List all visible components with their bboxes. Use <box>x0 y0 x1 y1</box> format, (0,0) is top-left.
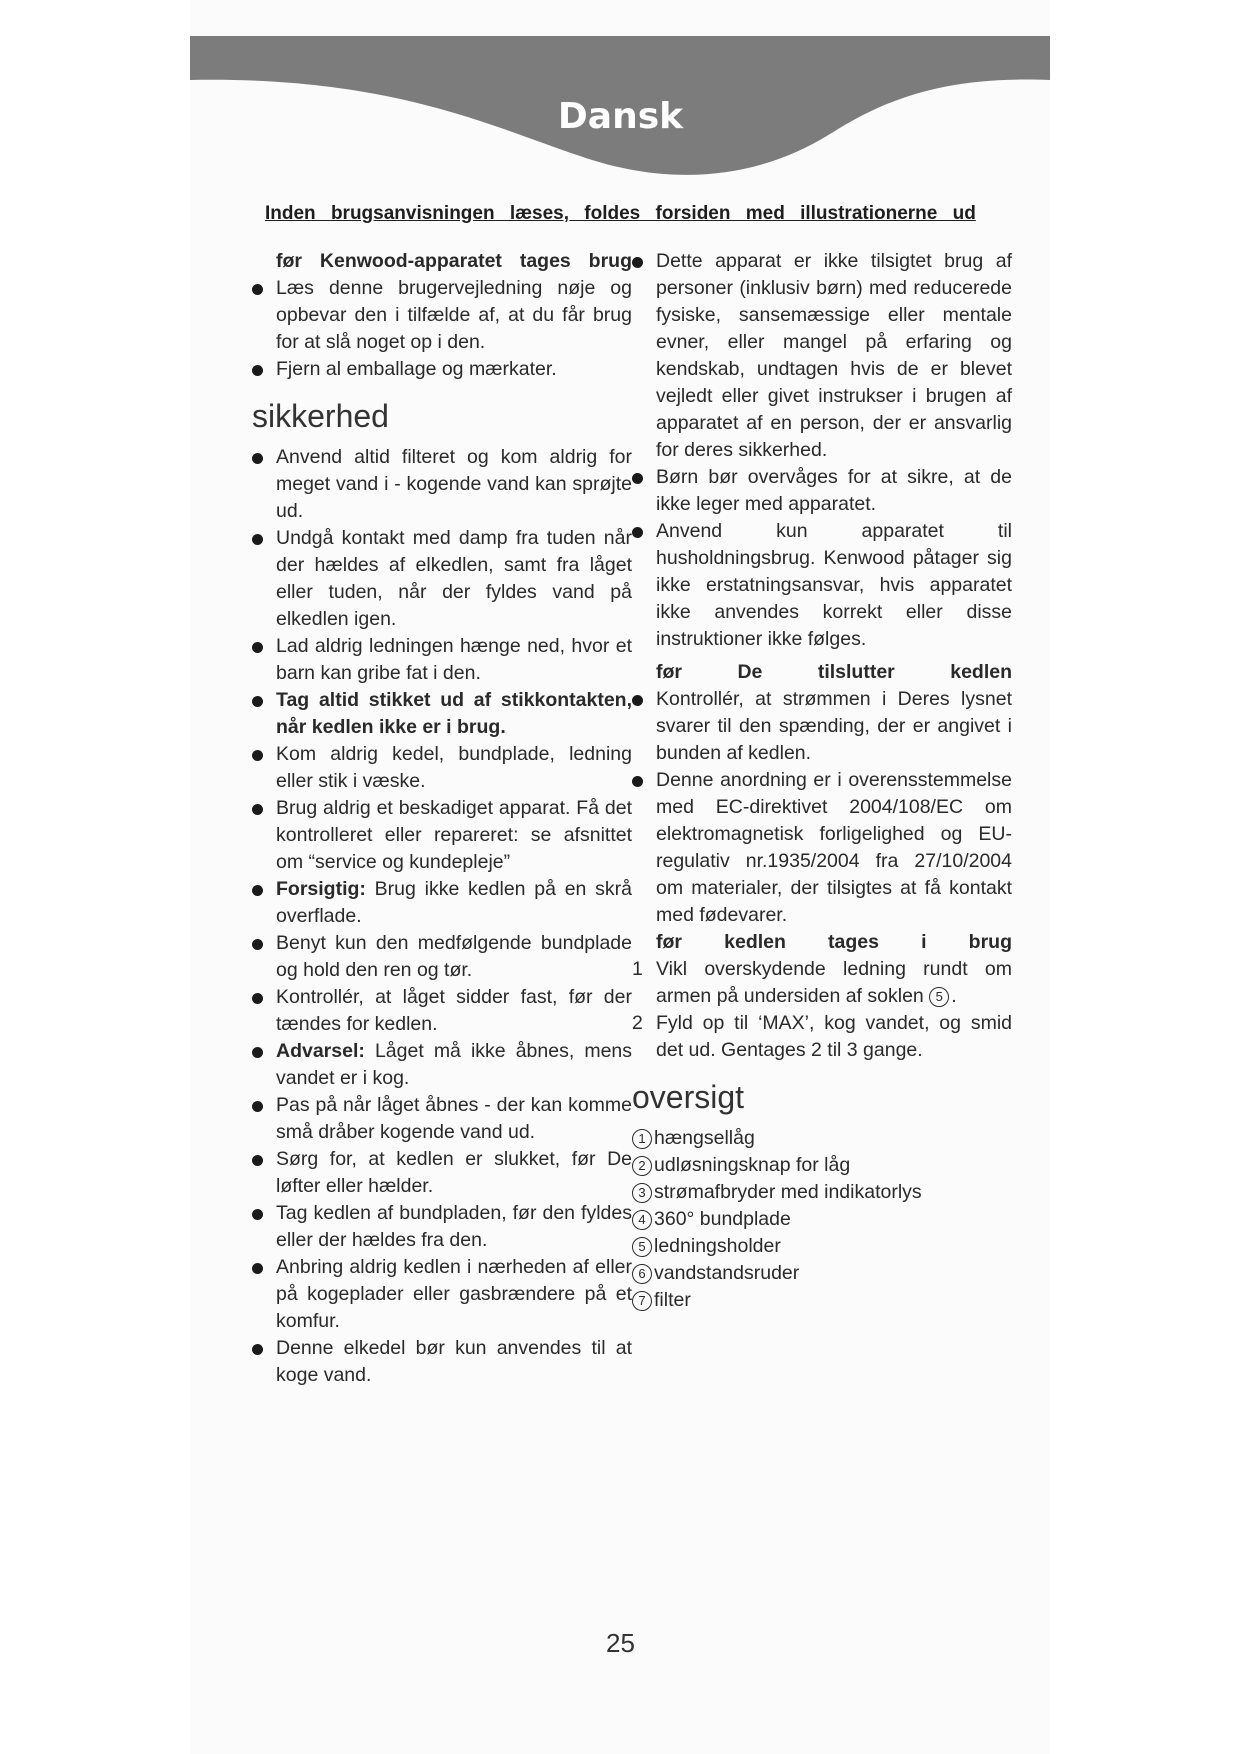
list-item: Kontrollér, at låget sidder fast, før der tændes for kedlen. <box>252 984 632 1038</box>
bullet-icon <box>252 939 263 950</box>
connect-list <box>632 686 1012 929</box>
list-item: Børn bør overvåges for at sikre, at de ikke leger med apparatet. <box>632 464 1012 518</box>
list-item: Brug aldrig et beskadiget apparat. Få det kontrolleret eller repareret: se afsnittet om “service og kundepleje” <box>252 795 632 876</box>
page-number: 25 <box>606 1628 635 1658</box>
bullet-icon <box>252 534 263 545</box>
before-use-heading: før Kenwood-apparatet tages brug <box>276 250 632 272</box>
list-item: Tag kedlen af bundpladen, før den fyldes eller der hældes fra den. <box>252 1200 632 1254</box>
part-item: 4 360° bundplade <box>632 1206 1012 1233</box>
left-column <box>252 248 632 1389</box>
caution-label: Forsigtig: <box>276 878 366 900</box>
list-item: Forsigtig: Brug ikke kedlen på en skrå overflade. <box>252 876 632 930</box>
bullet-icon <box>632 527 643 538</box>
overview-heading: oversigt <box>632 1079 745 1115</box>
list-item: Pas på når låget åbnes - der kan komme små dråber kogende vand ud. <box>252 1092 632 1146</box>
bullet-icon <box>252 993 263 1004</box>
bullet-icon <box>252 1263 263 1274</box>
first-use-heading: før kedlen tages i brug <box>656 931 1012 953</box>
part-item: 5 ledningsholder <box>632 1233 1012 1260</box>
part-item: 3 strømafbryder med indikatorlys <box>632 1179 1012 1206</box>
part-number: 7 <box>632 1291 652 1311</box>
bullet-icon <box>252 885 263 896</box>
part-item: 2 udløsningsknap for låg <box>632 1152 1012 1179</box>
bullet-icon <box>252 1344 263 1355</box>
list-item: Læs denne brugervejledning nøje og opbevar den i tilfælde af, at du får brug for at slå noget op i den. <box>252 275 632 356</box>
step-item: 1 Vikl overskydende ledning rundt om armen på undersiden af soklen 5 . <box>632 958 1012 1007</box>
list-item: Kontrollér, at strømmen i Deres lysnet svarer til den spænding, der er angivet i bunden af kedlen. <box>632 686 1012 767</box>
bullet-icon <box>632 695 643 706</box>
part-number: 1 <box>632 1129 652 1149</box>
warning-label: Advarsel: <box>276 1040 365 1062</box>
list-item: Lad aldrig ledningen hænge ned, hvor et barn kan gribe fat i den. <box>252 633 632 687</box>
bullet-icon <box>252 696 263 707</box>
bullet-icon <box>632 473 643 484</box>
list-item: Fjern al emballage og mærkater. <box>252 356 632 383</box>
bullet-icon <box>252 1101 263 1112</box>
bullet-icon <box>252 1047 263 1058</box>
bullet-icon <box>252 453 263 464</box>
list-item: Advarsel: Låget må ikke åbnes, mens vandet er i kog. <box>252 1038 632 1092</box>
part-number: 6 <box>632 1264 652 1284</box>
list-item: Anbring aldrig kedlen i nærheden af eller på kogeplader eller gasbrændere på et komfur. <box>252 1254 632 1335</box>
bullet-icon <box>252 750 263 761</box>
part-number: 4 <box>632 1210 652 1230</box>
list-item: Dette apparat er ikke tilsigtet brug af personer (inklusiv børn) med reducerede fysiske, sansemæssige eller mentale evner, eller mangel på erfaring og kendskab, undtagen hvis de er blevet vejledt eller givet instrukser i brugen af apparatet af en person, der er ansvarlig for deres sikkerhed. <box>632 248 1012 464</box>
safety-heading: sikkerhed <box>252 398 389 434</box>
list-item: Undgå kontakt med damp fra tuden når der hældes af elkedlen, samt fra låget eller tuden, når der fyldes vand på elkedlen igen. <box>252 525 632 633</box>
list-item: Sørg for, at kedlen er slukket, før De løfter eller hælder. <box>252 1146 632 1200</box>
bullet-icon <box>252 284 263 295</box>
bullet-icon <box>632 776 643 787</box>
part-item: 6 vandstandsruder <box>632 1260 1012 1287</box>
right-column <box>632 248 1012 1314</box>
part-number: 3 <box>632 1183 652 1203</box>
list-item: Anvend altid filteret og kom aldrig for meget vand i - kogende vand kan sprøjte ud. <box>252 444 632 525</box>
part-item: 1 hængsellåg <box>632 1125 1012 1152</box>
list-item: Tag altid stikket ud af stikkontakten, når kedlen ikke er i brug. <box>252 687 632 741</box>
list-item: Denne elkedel bør kun anvendes til at koge vand. <box>252 1335 632 1389</box>
list-item: Denne anordning er i overensstemmelse med EC-direktivet 2004/108/EC om elektromagnetisk forligelighed og EU-regulativ nr.1935/2004 fra 27/10/2004 om materialer, der tilsigtes at få kontakt med fødevarer. <box>632 767 1012 929</box>
connect-heading: før De tilslutter kedlen <box>656 661 1012 683</box>
part-item: 7 filter <box>632 1287 1012 1314</box>
list-item: Anvend kun apparatet til husholdningsbrug. Kenwood påtager sig ikke erstatningsansvar, hvis apparatet ikke anvendes korrekt eller disse instruktioner ikke følges. <box>632 518 1012 653</box>
bullet-icon <box>252 1155 263 1166</box>
bullet-icon <box>252 642 263 653</box>
bullet-icon <box>252 1209 263 1220</box>
intro-instruction: Inden brugsanvisningen læses, foldes forsiden med illustrationerne ud <box>265 203 976 224</box>
bullet-icon <box>632 257 643 268</box>
step-item: 2 Fyld op til ‘MAX’, kog vandet, og smid det ud. Gentages 2 til 3 gange. <box>632 1012 1012 1061</box>
page-title: Dansk <box>557 96 684 137</box>
bullet-icon <box>252 365 263 376</box>
safety-list-continued <box>632 248 1012 653</box>
safety-list <box>252 444 632 1389</box>
part-number: 2 <box>632 1156 652 1176</box>
first-use-steps <box>632 956 1012 1064</box>
part-ref-5: 5 <box>929 987 949 1007</box>
list-item: Kom aldrig kedel, bundplade, ledning eller stik i væske. <box>252 741 632 795</box>
bullet-icon <box>252 804 263 815</box>
before-use-list <box>252 275 632 383</box>
list-item: Benyt kun den medfølgende bundplade og hold den ren og tør. <box>252 930 632 984</box>
part-number: 5 <box>632 1237 652 1257</box>
parts-list <box>632 1125 1012 1314</box>
